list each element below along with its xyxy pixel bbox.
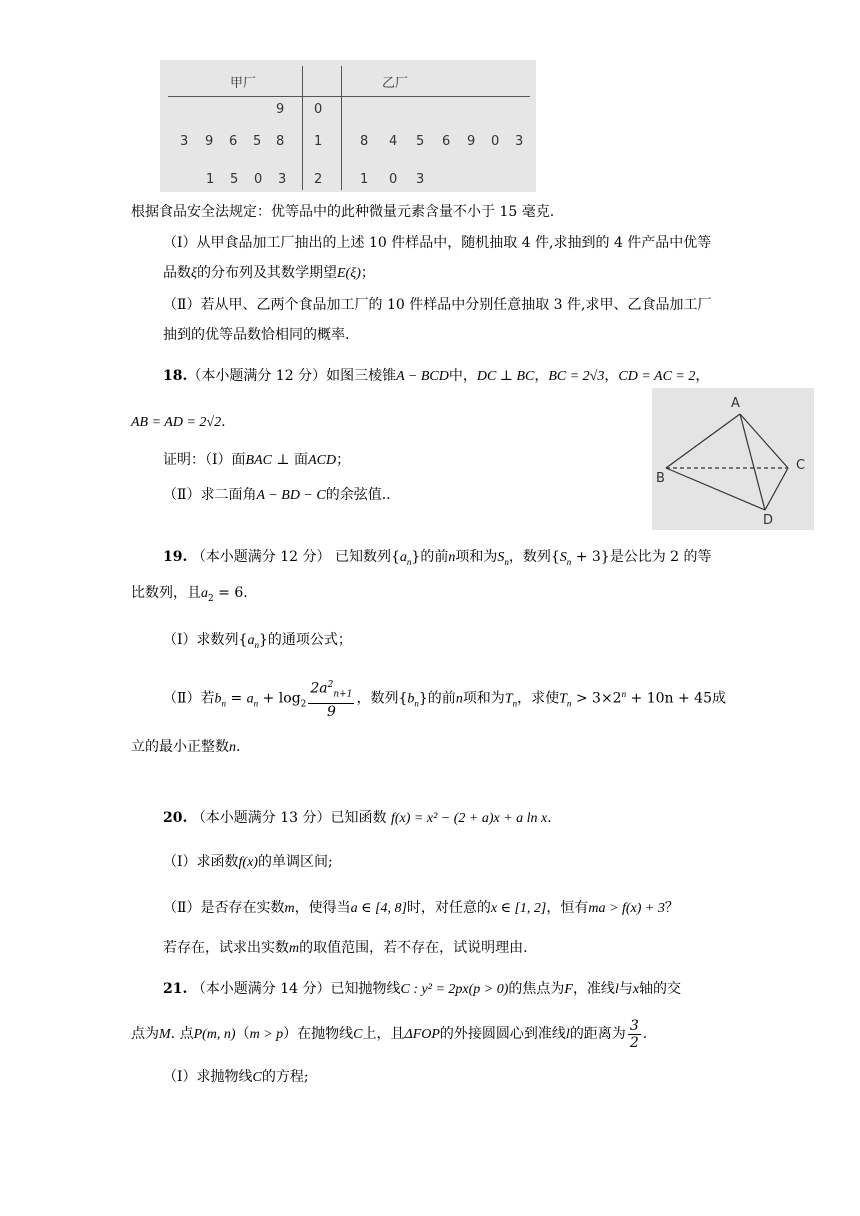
q20-text: ，使得当 [294, 900, 351, 916]
q20-text: 的取值范围，若不存在，试说明理由. [299, 940, 528, 956]
q18-math: DC ⊥ BC [476, 369, 535, 384]
q20-math: a ∈ [4, 8] [350, 901, 407, 916]
q19-frac-num: 2a [310, 681, 328, 698]
q21-math: l [565, 1027, 570, 1042]
q19-math: a [246, 691, 254, 707]
q19-text: ，数列{ [356, 690, 408, 707]
q18-part2 [163, 485, 391, 506]
q19-part2: （Ⅱ）若$b_n = a_n + \log_2$ $\frac{2a^2_{n+1}}{9}$ ，数列$\{b_n\}$的前n项和为$T_n$，求使$T_n > 3\times 2^n + 10n + 45$成 [163, 676, 726, 722]
q21-text: 点为 [131, 1026, 159, 1042]
q18-text: ， [604, 368, 619, 384]
label-c: C [796, 458, 806, 473]
q20-text: （Ⅱ）是否存在实数 [163, 900, 285, 916]
q18-text: 中， [448, 368, 477, 384]
q19-math: a [399, 550, 407, 565]
leaf-left-1-3: 5 [253, 134, 262, 149]
q18-math: A − BCD [396, 369, 449, 384]
q19-score: （本小题满分 12 分） [191, 549, 331, 565]
q18-text: ； [336, 452, 351, 468]
q18-proof-line [163, 450, 350, 471]
stem-leaf-divider [168, 96, 530, 97]
q19-text: }的前 [418, 690, 456, 707]
q18-math: BAC [245, 453, 272, 468]
q21-text: （ [235, 1026, 250, 1042]
q19-text: ，求使 [517, 690, 560, 707]
edge-cd [765, 468, 788, 510]
q19-line2: 比数列，且$a_2 = 6$. [131, 585, 248, 604]
q18-text: 如图三棱锥 [326, 368, 397, 384]
q21-part1 [163, 1067, 309, 1088]
leaf-right-1-4: 9 [467, 134, 476, 149]
q19-text: > 3×2 [571, 690, 622, 707]
edge-ab [666, 414, 740, 468]
q21-text: . 点 [170, 1026, 194, 1042]
leaf-left-1-4: 8 [276, 134, 285, 149]
q19-math: S [559, 550, 567, 565]
q20-math: m [284, 901, 295, 916]
stem-leaf-right-header: 乙厂 [382, 76, 409, 91]
leaf-left-2-0: 1 [206, 172, 215, 187]
q20-text: ，恒有 [546, 900, 589, 916]
q21-math: P(m, n) [193, 1027, 236, 1042]
q18-text: . [221, 414, 226, 430]
q18-math: CD = AC = 2 [618, 369, 696, 384]
q21-math: x [632, 982, 640, 997]
q21-text: . [642, 1026, 648, 1042]
q21-text: 轴的交 [639, 981, 682, 997]
q21-text: （Ⅰ）求抛物线 [163, 1069, 253, 1085]
q20-math: ma > f(x) + 3 [588, 901, 665, 916]
q21-text: 上，且 [362, 1026, 405, 1042]
q18-text: 证明：（Ⅰ）面 [163, 452, 246, 468]
q19-text: + log [258, 690, 301, 707]
stem-leaf-plot [160, 60, 536, 192]
q20-part2 [163, 898, 679, 919]
q21-text: ，准线 [572, 981, 615, 997]
stem-2: 2 [314, 172, 323, 187]
label-a: A [731, 396, 740, 411]
q19-text: 比数列，且 [131, 585, 201, 601]
leaf-right-1-5: 0 [491, 134, 500, 149]
q19-text: 立的最小正整数 [131, 739, 229, 755]
q19-text: 项和为 [462, 690, 505, 707]
q19-frac-den: 9 [326, 703, 336, 720]
q21-math: C [252, 1070, 262, 1085]
q20-text: . [547, 810, 552, 826]
leaf-left-2-2: 0 [254, 172, 263, 187]
q20-math: m [289, 941, 300, 956]
q21-math: l [614, 982, 619, 997]
q19-part1: （Ⅰ）求数列$\{a_n\}$的通项公式； [163, 632, 352, 650]
q19-text: . [236, 739, 241, 755]
q18-math: AB = AD = 2√2 [131, 415, 222, 430]
leaf-right-1-2: 5 [416, 134, 425, 149]
q19-text: 项和为 [455, 549, 498, 565]
q21-score: （本小题满分 14 分） [191, 981, 331, 997]
q19-math: T [504, 691, 513, 707]
q20-math: f(x) [238, 855, 258, 870]
q19-text: = [226, 690, 247, 707]
q21-math: M [159, 1027, 171, 1042]
q18-number: 18. [163, 368, 188, 384]
leaf-right-1-3: 6 [442, 134, 451, 149]
q18-text: ⊥ 面 [271, 452, 309, 468]
leaf-right-2-2: 3 [416, 172, 425, 187]
q18-line1 [163, 366, 709, 387]
q18-score: （本小题满分 12 分） [187, 368, 327, 384]
q21-text: 的外接圆圆心到准线 [439, 1026, 566, 1042]
leaf-right-1-1: 4 [389, 134, 398, 149]
q19-text: = 6. [213, 585, 248, 601]
q18-math: BC = 2√3 [548, 369, 605, 384]
q21-frac-den: 2 [629, 1034, 639, 1051]
leaf-left-1-0: 3 [180, 134, 189, 149]
q20-text: （Ⅰ）求函数 [163, 854, 239, 870]
tetrahedron-figure [652, 388, 814, 530]
stem-leaf-left-header: 甲厂 [230, 76, 257, 91]
q21-line2 [131, 1016, 647, 1053]
q19-number: 19. [163, 549, 188, 565]
q17-part1-line2 [163, 263, 375, 284]
q21-math: C [353, 1027, 363, 1042]
leaf-right-2-1: 0 [389, 172, 398, 187]
q21-text: 的焦点为 [508, 981, 565, 997]
q19-math: b [407, 691, 415, 707]
q18-text: （Ⅱ）求二面角 [163, 487, 257, 503]
label-b: B [656, 471, 665, 486]
leaf-right-1-0: 8 [360, 134, 369, 149]
stem-leaf-vline-left [302, 66, 303, 190]
q21-math: m > p [249, 1027, 284, 1042]
q21-text: 的距离为 [569, 1026, 626, 1042]
q21-math: F [564, 982, 573, 997]
q20-score: （本小题满分 13 分） [191, 810, 331, 826]
stem-leaf-vline-right [341, 66, 342, 190]
leaf-left-2-1: 5 [230, 172, 239, 187]
leaf-right-1-6: 3 [515, 134, 524, 149]
q21-fraction [628, 1018, 641, 1051]
q19-last-line [131, 737, 240, 758]
q20-text: 若存在，试求出实数 [163, 940, 289, 956]
leaf-left-1-1: 9 [205, 134, 214, 149]
q20-math: x ∈ [1, 2] [490, 901, 547, 916]
q20-math: f(x) = x² − (2 + a)x + a ln x [390, 811, 548, 826]
q20-text: 的单调区间; [257, 854, 333, 870]
stem-1: 1 [314, 134, 323, 149]
q17-xi: ξ [191, 266, 197, 281]
q20-text: 时，对任意的 [406, 900, 491, 916]
q19-line1: 19. （本小题满分 12 分） 已知数列$\{a_n\}$的前n项和为$S_n$，数列$\{S_n + 3\}$是公比为 2 的等 [163, 549, 712, 567]
q21-text: 与 [618, 981, 633, 997]
q21-math: C : y² = 2px(p > 0) [400, 982, 509, 997]
q17-expectation: E(ξ) [337, 266, 361, 281]
q19-math: n [448, 550, 456, 565]
q20-number: 20. [163, 810, 188, 826]
q21-text: 的方程; [261, 1069, 309, 1085]
q19-fraction: $\frac{2a^2_{n+1}}{9}$ [308, 677, 354, 719]
q20-text: 已知函数 [330, 810, 387, 826]
q19-text: 成 [712, 690, 727, 707]
q17-part2-line1: （Ⅱ）若从甲、乙两个食品加工厂的 10 件样品中分别任意抽取 3 件,求甲、乙食品加工厂 [163, 297, 712, 313]
leaf-left-2-3: 3 [278, 172, 287, 187]
leaf-right-2-0: 1 [360, 172, 369, 187]
q20-text: ？ [664, 900, 679, 916]
leaf-left-0-0: 9 [276, 102, 285, 117]
q18-text: ， [534, 368, 549, 384]
q19-text: + 10n + 45 [626, 690, 713, 707]
q19-text: ，数列{ [508, 549, 560, 565]
q19-math: T [559, 691, 567, 707]
q17-text: ； [360, 265, 375, 281]
q21-line1 [163, 979, 681, 1000]
q20-line1 [163, 808, 552, 829]
q21-text: ）在抛物线 [283, 1026, 354, 1042]
q19-text: 已知数列{ [334, 549, 400, 565]
q19-text: }的前 [411, 549, 449, 565]
q19-math: n [229, 740, 236, 755]
q19-text: （Ⅱ）若 [163, 690, 215, 707]
q18-text: ， [695, 368, 710, 384]
q20-part1 [163, 852, 333, 873]
q19-text: }的通项公式； [258, 632, 352, 648]
q17-rule: 根据食品安全法规定：优等品中的此种微量元素含量不小于 15 毫克. [131, 204, 555, 220]
q17-part1-line1: （Ⅰ）从甲食品加工厂抽出的上述 10 件样品中，随机抽取 4 件,求抽到的 4 件产品中优等 [163, 235, 712, 251]
q21-frac-num: 3 [629, 1017, 639, 1034]
edge-bd [666, 468, 765, 510]
leaf-left-1-2: 6 [229, 134, 238, 149]
q21-number: 21. [163, 981, 188, 997]
q19-math: a [201, 586, 208, 601]
q19-text: + 3}是公比为 2 的等 [571, 549, 712, 565]
q21-text: 已知抛物线 [330, 981, 401, 997]
q18-line2 [131, 412, 226, 433]
q18-math: A − BD − C [256, 488, 326, 503]
q19-math: S [497, 550, 505, 565]
q19-math: n [455, 691, 463, 707]
label-d: D [763, 513, 774, 528]
q19-math: a [247, 633, 255, 648]
q17-text: 品数 [163, 265, 191, 281]
q20-line2 [163, 938, 528, 959]
stem-0: 0 [314, 102, 323, 117]
q19-text: （Ⅰ）求数列{ [163, 632, 248, 648]
q17-part2-line2: 抽到的优等品数恰相同的概率. [163, 327, 350, 343]
q18-math: ACD [308, 453, 337, 468]
q17-text: 的分布列及其数学期望 [197, 265, 337, 281]
q21-math: ΔFOP [404, 1027, 440, 1042]
q18-text: 的余弦值.. [325, 487, 391, 503]
q19-math: b [214, 691, 222, 707]
